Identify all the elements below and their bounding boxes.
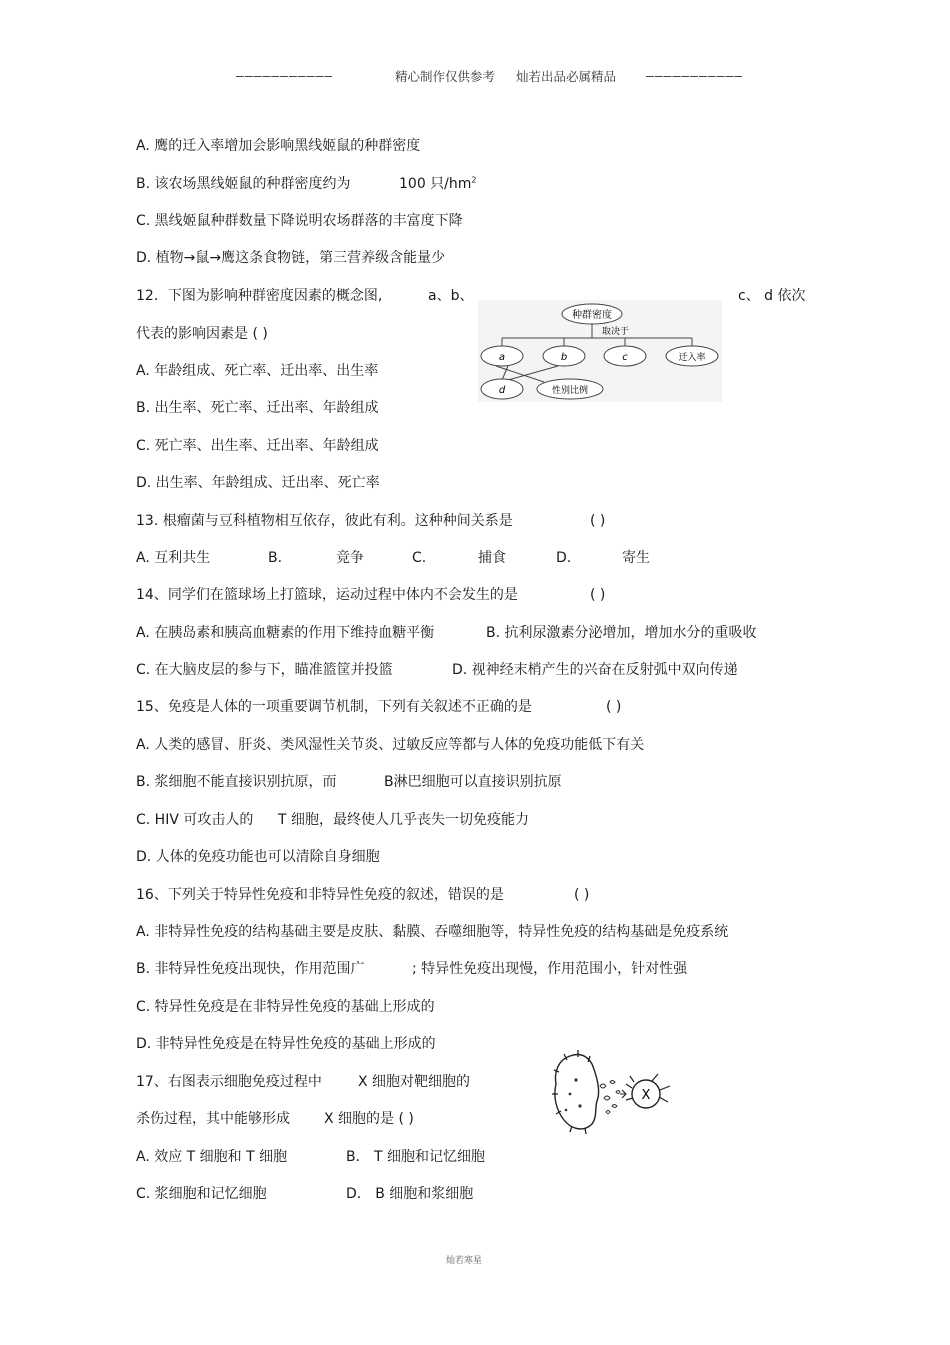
header-dashes-left: ——————————— <box>236 69 334 84</box>
q14-option-b: B. 抗利尿激素分泌增加，增加水分的重吸收 <box>486 625 757 641</box>
edge-label-depends-on: 取决于 <box>602 327 630 337</box>
q16-answer-paren: ( ) <box>574 887 590 903</box>
target-cell-spikes <box>552 1050 590 1134</box>
q13-option-b-letter: B. <box>268 550 283 566</box>
q11-option-a: A. 鹰的迁入率增加会影响黑线姬鼠的种群密度 <box>136 138 421 154</box>
q12-stem-line1: 12．下图为影响种群密度因素的概念图, <box>136 288 383 304</box>
population-density-concept-diagram <box>478 300 722 402</box>
q13-option-c-letter: C. <box>412 550 427 566</box>
q17-stem-line1-cont: X 细胞对靶细胞的 <box>358 1074 471 1090</box>
q11-option-b: B. 该农场黑线姬鼠的种群密度约为 <box>136 176 351 192</box>
q13-option-b-text: 竞争 <box>336 550 364 566</box>
q16-stem: 16、下列关于特异性免疫和非特异性免疫的叙述，错误的是 <box>136 887 504 903</box>
cell-debris <box>600 1081 620 1114</box>
x-cell-label: X <box>641 1088 651 1103</box>
q14-stem: 14、同学们在篮球场上打篮球，运动过程中体内不会发生的是 <box>136 587 518 603</box>
q17-stem-line2: 杀伤过程，其中能够形成 <box>136 1111 290 1127</box>
q16-option-b: B. 非特异性免疫出现快，作用范围广 <box>136 961 365 977</box>
q11-option-d: D. 植物→鼠→鹰这条食物链，第三营养级含能量少 <box>136 250 446 266</box>
q12-option-a: A. 年龄组成、死亡率、迁出率、出生率 <box>136 363 379 379</box>
target-cell <box>555 1055 599 1129</box>
node-a-label: a <box>498 352 506 363</box>
q17-option-a: A. 效应 T 细胞和 T 细胞 <box>136 1149 288 1165</box>
q14-option-a: A. 在胰岛素和胰高血糖素的作用下维持血糖平衡 <box>136 625 435 641</box>
q15-stem: 15、免疫是人体的一项重要调节机制，下列有关叙述不正确的是 <box>136 699 532 715</box>
node-immigration-rate-label: 迁入率 <box>678 353 706 363</box>
q11-option-c: C. 黑线姬鼠种群数量下降说明农场群落的丰富度下降 <box>136 213 463 229</box>
q17-stem-line1: 17、右图表示细胞免疫过程中 <box>136 1074 322 1090</box>
node-sex-ratio-label: 性别比例 <box>551 386 589 396</box>
q12-option-c: C. 死亡率、出生率、迁出率、年龄组成 <box>136 438 379 454</box>
cell-immunity-figure <box>548 1050 674 1136</box>
node-b-label: b <box>560 352 568 363</box>
q15-option-b: B. 浆细胞不能直接识别抗原，而 <box>136 774 337 790</box>
q16-option-b-cont: ; 特异性免疫出现慢，作用范围小，针对性强 <box>412 961 688 977</box>
q14-answer-paren: ( ) <box>590 587 606 603</box>
q15-option-b-cont: B淋巴细胞可以直接识别抗原 <box>384 774 562 790</box>
q13-option-d-letter: D. <box>556 550 572 566</box>
q15-answer-paren: ( ) <box>606 699 622 715</box>
node-population-density-label: 种群密度 <box>572 310 612 321</box>
q14-option-d: D. 视神经末梢产生的兴奋在反射弧中双向传递 <box>452 662 738 678</box>
q15-option-c: C. HIV 可攻击人的 <box>136 812 254 828</box>
node-c-label: c <box>622 352 628 363</box>
q12-stem-cd: c、 d 依次 <box>738 288 806 304</box>
q12-option-d: D. 出生率、年龄组成、迁出率、死亡率 <box>136 475 380 491</box>
q16-option-c: C. 特异性免疫是在非特异性免疫的基础上形成的 <box>136 999 435 1015</box>
q17-option-b: B． T 细胞和记忆细胞 <box>346 1149 486 1165</box>
q13-option-a: A. 互利共生 <box>136 550 211 566</box>
q12-stem-abc: a、b、 <box>428 288 474 304</box>
q15-option-a: A. 人类的感冒、肝炎、类风湿性关节炎、过敏反应等都与人体的免疫功能低下有关 <box>136 737 645 753</box>
q13-stem: 13. 根瘤菌与豆科植物相互依存，彼此有利。这种种间关系是 <box>136 513 513 529</box>
header-text-1: 精心制作仅供参考 <box>395 69 496 84</box>
node-d-label: d <box>498 385 506 396</box>
q15-option-d: D. 人体的免疫功能也可以清除自身细胞 <box>136 849 380 865</box>
header-dashes-right: ——————————— <box>646 69 744 84</box>
q16-option-a: A. 非特异性免疫的结构基础主要是皮肤、黏膜、吞噬细胞等，特异性免疫的结构基础是免疫系统 <box>136 924 729 940</box>
q16-option-d: D. 非特异性免疫是在特异性免疫的基础上形成的 <box>136 1036 436 1052</box>
q15-option-c-cont: T 细胞，最终使人几乎丧失一切免疫能力 <box>278 812 530 828</box>
q12-option-b: B. 出生率、死亡率、迁出率、年龄组成 <box>136 400 379 416</box>
footer-text: 灿若寒星 <box>446 1256 483 1266</box>
header-text-2: 灿若出品必属精品 <box>516 69 617 84</box>
q13-answer-paren: ( ) <box>590 513 606 529</box>
q14-option-c: C. 在大脑皮层的参与下，瞄准篮筐并投篮 <box>136 662 393 678</box>
q17-option-d: D． B 细胞和浆细胞 <box>346 1186 474 1202</box>
q12-stem-line2: 代表的影响因素是 ( ) <box>136 326 268 342</box>
q13-option-d-text: 寄生 <box>622 550 650 566</box>
q17-stem-line2-cont: X 细胞的是 ( ) <box>324 1111 414 1127</box>
q13-option-c-text: 捕食 <box>478 550 506 566</box>
q17-option-c: C. 浆细胞和记忆细胞 <box>136 1186 267 1202</box>
q11-option-b-value: 100 只$/hm^2$ <box>399 175 477 192</box>
